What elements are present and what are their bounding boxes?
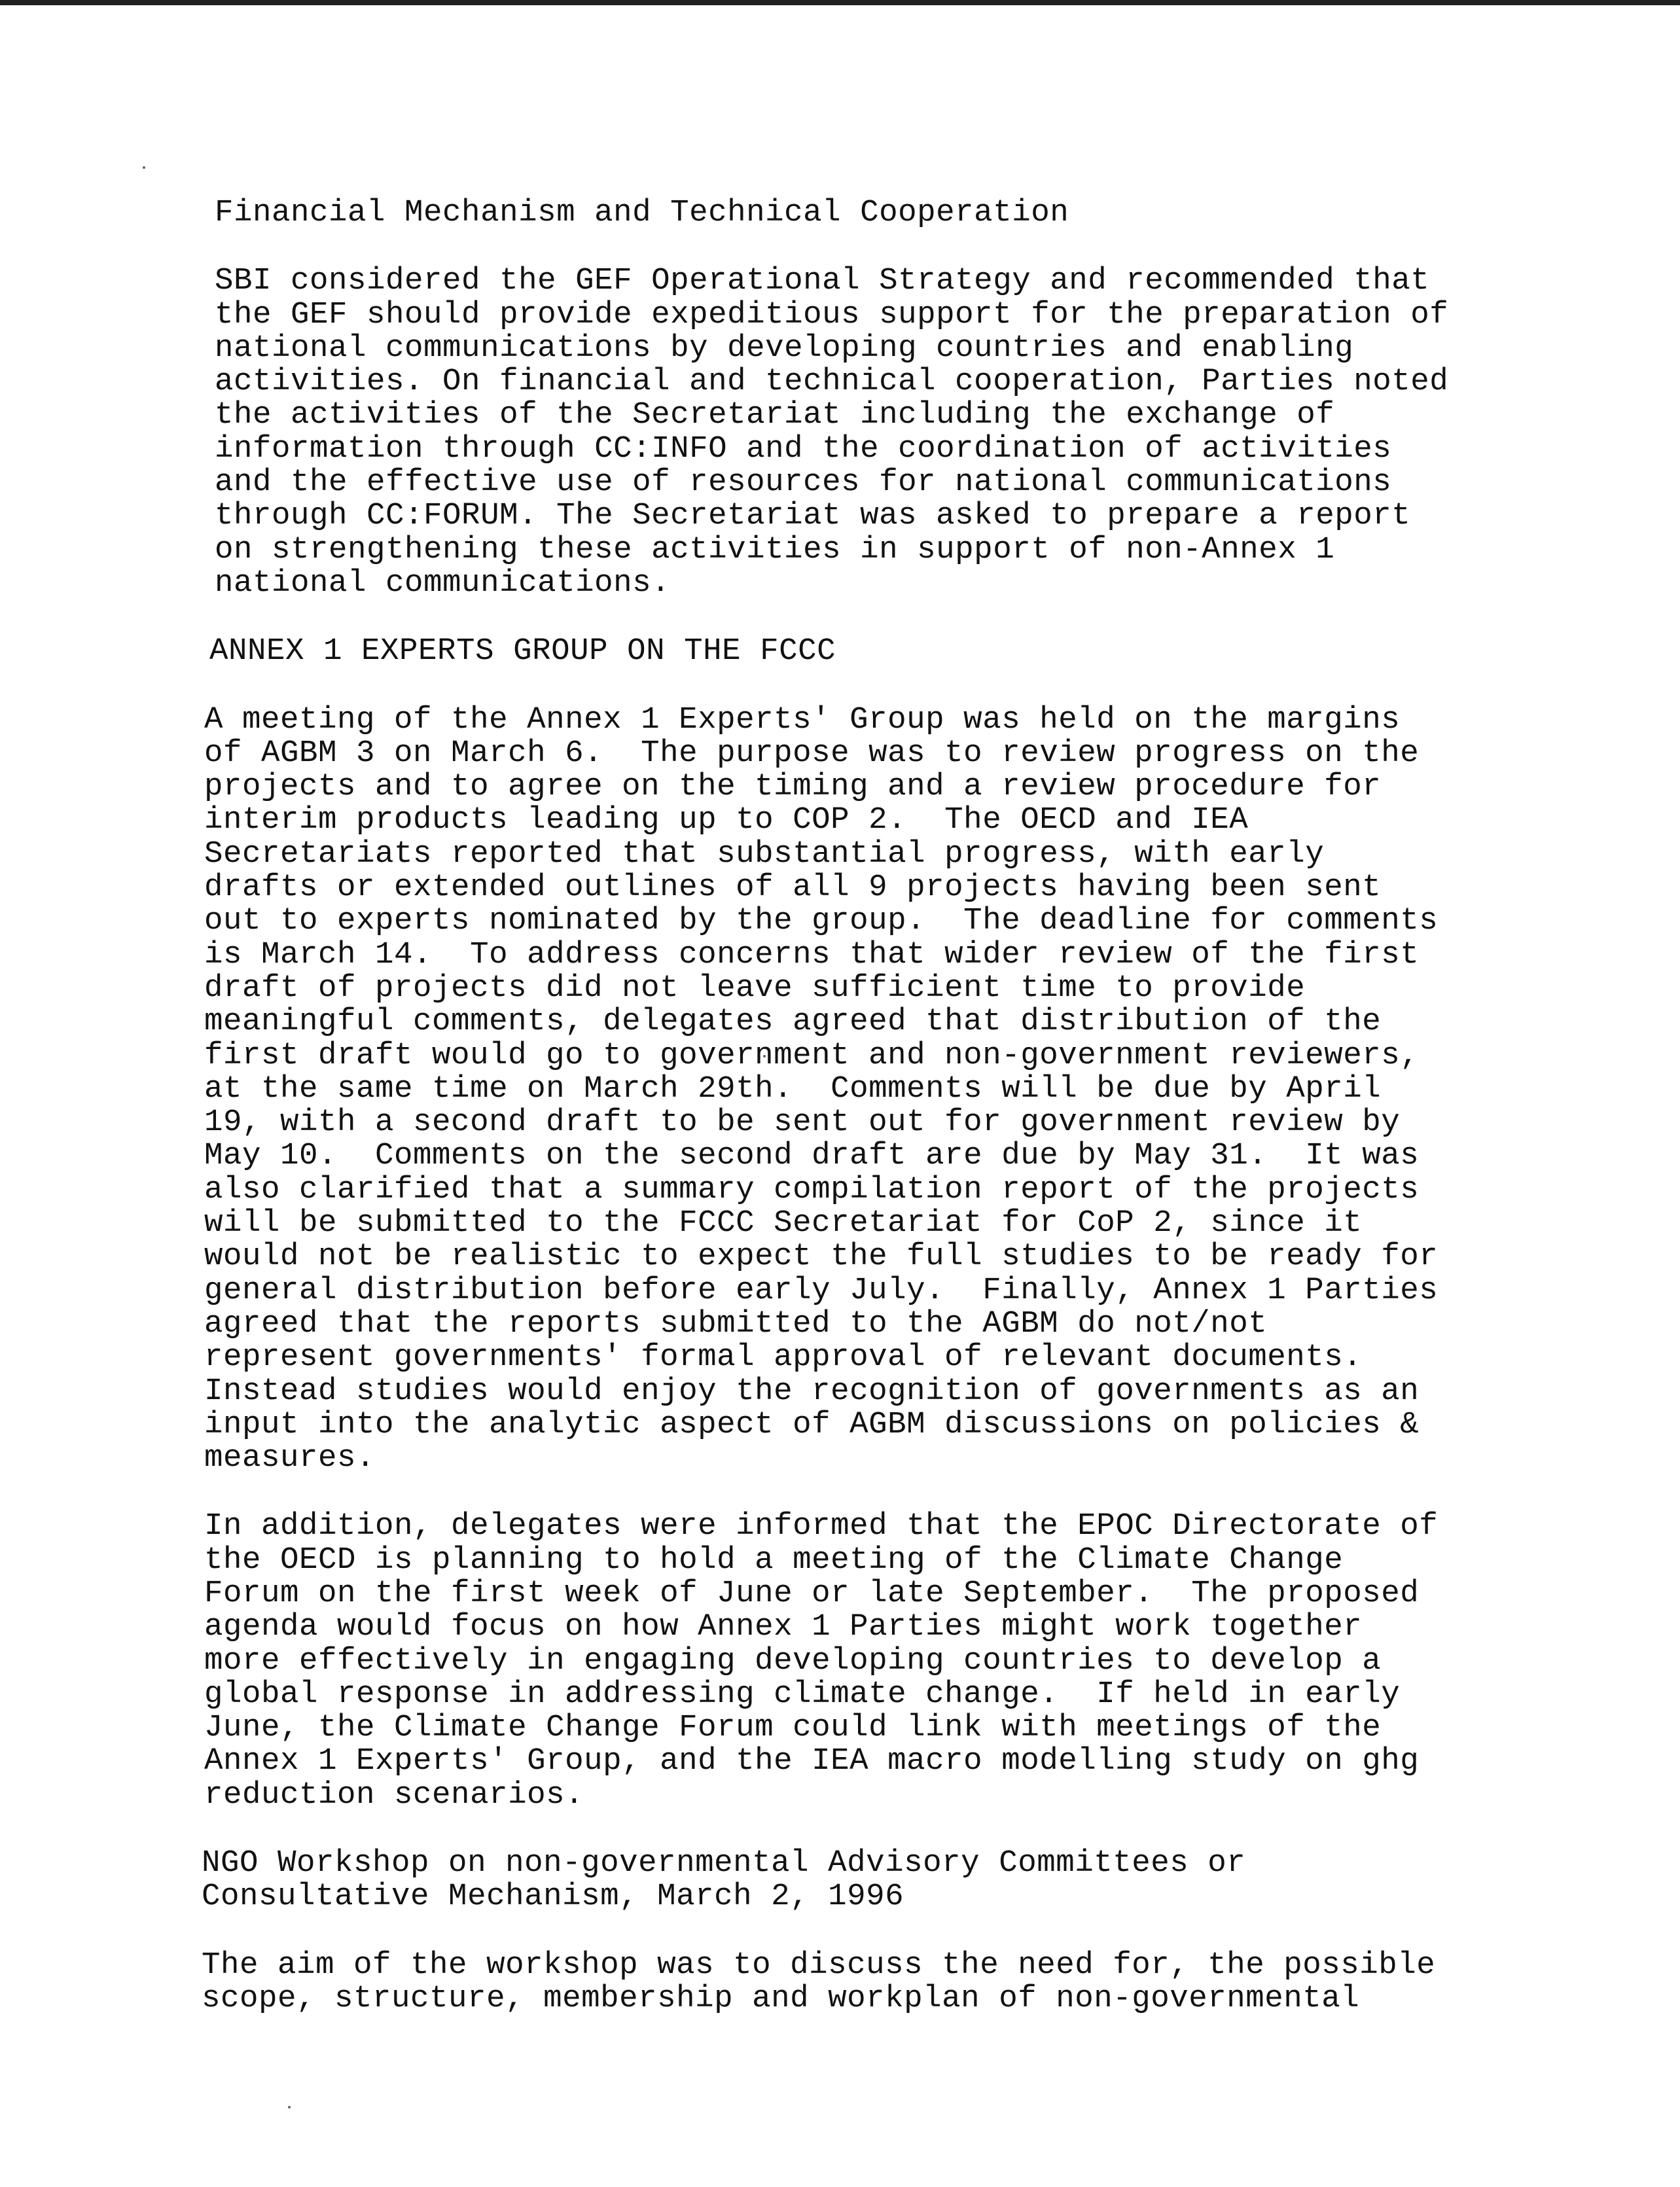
section-heading-financial-mechanism — [215, 196, 1524, 230]
text-line: and the effective use of resources for national communications — [215, 465, 1392, 501]
text-line: global response in addressing climate change. If held in early — [204, 1676, 1401, 1712]
paragraph-workshop-aim — [202, 1949, 1524, 2016]
scan-top-edge — [0, 0, 1680, 5]
text-line: Instead studies would enjoy the recognition of governments as an — [204, 1373, 1420, 1409]
text-line: agenda would focus on how Annex 1 Parties might work together — [204, 1609, 1363, 1645]
text-line: of AGBM 3 on March 6. The purpose was to review progress on the — [204, 735, 1420, 771]
text-line: Forum on the first week of June or late September. The proposed — [204, 1575, 1420, 1611]
heading-line: Consultative Mechanism, March 2, 1996 — [202, 1879, 904, 1915]
text-line: the activities of the Secretariat including the exchange of — [215, 397, 1335, 433]
text-line: is March 14. To address concerns that wider review of the first — [204, 936, 1420, 972]
text-line: at the same time on March 29th. Comments will be due by April — [204, 1071, 1382, 1107]
text-line: also clarified that a summary compilation report of the projects — [204, 1171, 1420, 1207]
text-line: SBI considered the GEF Operational Strategy and recommended that — [215, 263, 1430, 299]
text-line: will be submitted to the FCCC Secretariat for CoP 2, since it — [204, 1205, 1363, 1241]
heading-line: Financial Mechanism and Technical Cooperation — [215, 195, 1069, 230]
text-line: meaningful comments, delegates agreed that distribution of the — [204, 1004, 1382, 1040]
text-line: drafts or extended outlines of all 9 projects having been sent — [204, 870, 1382, 906]
text-line: June, the Climate Change Forum could link with meetings of the — [204, 1710, 1382, 1746]
text-line: Annex 1 Experts' Group, and the IEA macro modelling study on ghg — [204, 1743, 1420, 1779]
text-line: In addition, delegates were informed that the EPOC Directorate of — [204, 1508, 1439, 1544]
paragraph-annex1-meeting — [204, 703, 1524, 1476]
text-line: would not be realistic to expect the full studies to be ready for — [204, 1239, 1439, 1275]
scan-speck — [143, 166, 145, 169]
section-heading-ngo-workshop — [202, 1847, 1524, 1914]
text-line: reduction scenarios. — [204, 1777, 584, 1813]
heading-line: NGO Workshop on non-governmental Advisory Committees or — [202, 1845, 1246, 1881]
text-line: the OECD is planning to hold a meeting of the Climate Change — [204, 1542, 1344, 1578]
text-line: A meeting of the Annex 1 Experts' Group was held on the margins — [204, 702, 1401, 738]
text-line: national communications. — [215, 565, 671, 601]
text-line: national communications by developing countries and enabling — [215, 330, 1354, 366]
text-line: general distribution before early July. Finally, Annex 1 Parties — [204, 1272, 1439, 1308]
heading-line: ANNEX 1 EXPERTS GROUP ON THE FCCC — [209, 633, 836, 669]
text-line: the GEF should provide expeditious support for the preparation of — [215, 296, 1449, 332]
text-line: more effectively in engaging developing countries to develop a — [204, 1643, 1382, 1679]
text-line: Secretariats reported that substantial progress, with early — [204, 836, 1325, 872]
text-line: on strengthening these activities in support of non-Annex 1 — [215, 531, 1335, 567]
text-line: input into the analytic aspect of AGBM discussions on policies & — [204, 1406, 1420, 1442]
text-line: first draft would go to government and non-government reviewers, — [204, 1037, 1420, 1073]
document-page — [202, 196, 1524, 2016]
text-line: measures. — [204, 1440, 376, 1476]
section-heading-annex1-experts — [209, 635, 1524, 668]
text-line: activities. On financial and technical cooperation, Parties noted — [215, 364, 1449, 400]
text-line: information through CC:INFO and the coordination of activities — [215, 431, 1392, 467]
scan-speck — [288, 2106, 291, 2108]
paragraph-sbi-gef — [215, 264, 1524, 600]
paragraph-epoc-forum — [204, 1510, 1524, 1812]
text-line: projects and to agree on the timing and a review procedure for — [204, 769, 1382, 805]
text-line: The aim of the workshop was to discuss the need for, the possible — [202, 1947, 1436, 1983]
text-line: through CC:FORUM. The Secretariat was asked to prepare a report — [215, 498, 1411, 534]
text-line: represent governments' formal approval of relevant documents. — [204, 1340, 1363, 1376]
text-line: 19, with a second draft to be sent out for government review by — [204, 1105, 1401, 1141]
text-line: draft of projects did not leave sufficient time to provide — [204, 970, 1306, 1006]
text-line: agreed that the reports submitted to the AGBM do not/not — [204, 1306, 1268, 1342]
text-line: out to experts nominated by the group. The deadline for comments — [204, 903, 1439, 939]
text-line: May 10. Comments on the second draft are due by May 31. It was — [204, 1138, 1420, 1174]
text-line: interim products leading up to COP 2. The OECD and IEA — [204, 802, 1249, 838]
text-line: scope, structure, membership and workplan of non-governmental — [202, 1980, 1360, 2016]
